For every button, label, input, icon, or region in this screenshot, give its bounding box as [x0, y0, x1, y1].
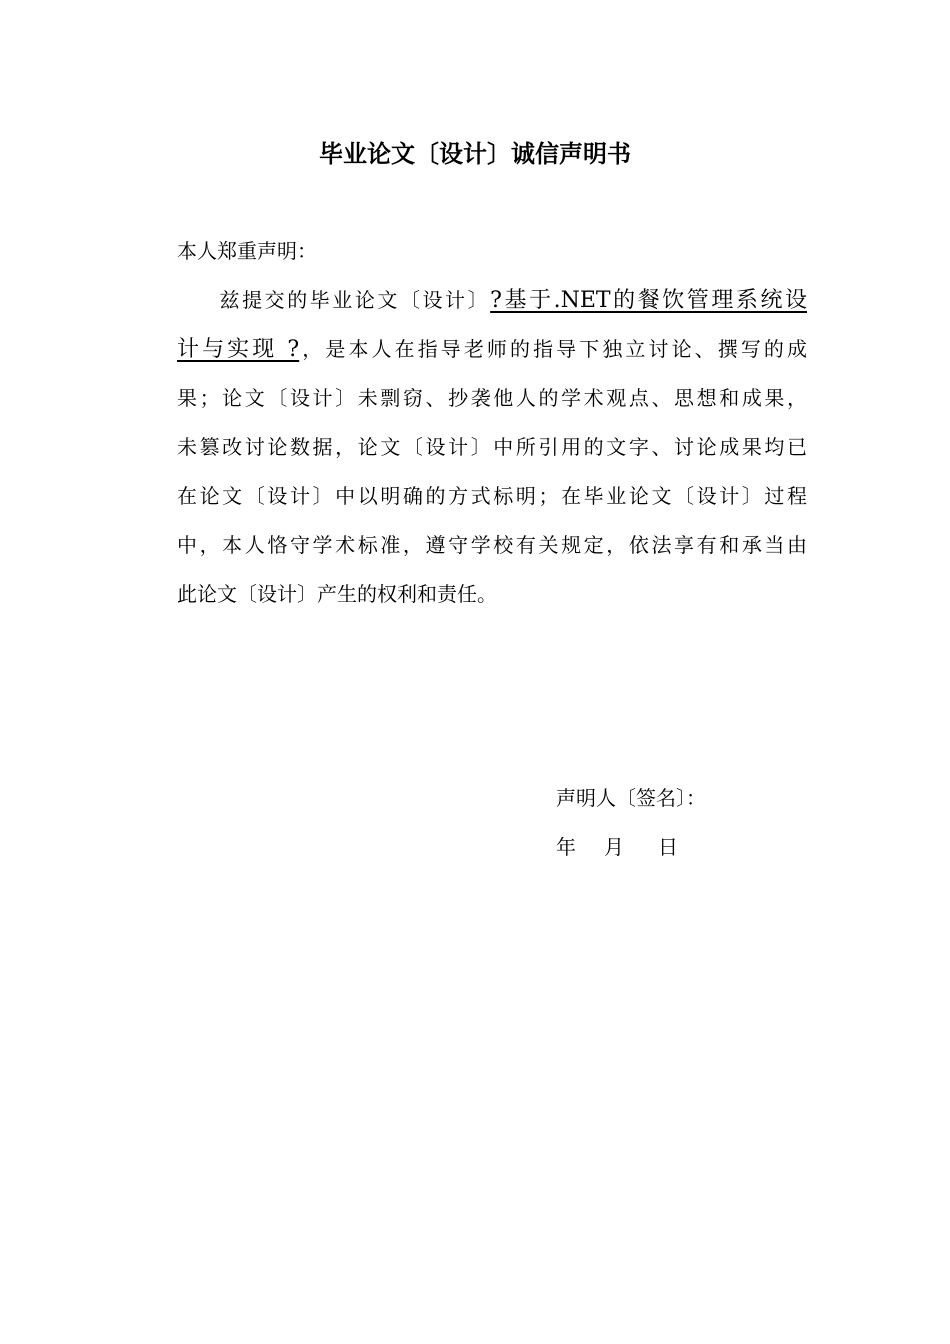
declaration-line-6: 中，本人恪守学术标准，遵守学校有关规定，依法享有和承当由: [177, 533, 807, 557]
declaration-line-4: 未篡改讨论数据，论文〔设计〕中所引用的文字、讨论成果均已: [177, 435, 807, 459]
declaration-prefix: 兹提交的毕业论文〔设计〕: [217, 288, 491, 312]
date-day-label: 日: [658, 835, 678, 859]
thesis-title-part-2: 计与实现 ?: [177, 337, 300, 362]
signature-label: 声明人〔签名〕：: [556, 786, 706, 810]
declaration-line-5: 在论文〔设计〕中以明确的方式标明；在毕业论文〔设计〕过程: [177, 484, 807, 508]
signature-date: [556, 833, 678, 861]
declaration-line-1: [177, 285, 807, 316]
date-month-label: 月: [604, 835, 624, 859]
declaration-line-2: 计与实现 ?，是本人在指导老师的指导下独立讨论、撰写的成: [177, 337, 807, 362]
date-year-label: 年: [556, 835, 576, 859]
declaration-line-7: 此论文〔设计〕产生的权利和责任。: [177, 582, 497, 606]
thesis-title-part-1: ?基于.NET的餐饮管理系统设: [490, 288, 808, 313]
page-title: 毕业论文〔设计〕诚信声明书: [319, 140, 631, 168]
declaration-line-3: 果；论文〔设计〕未剽窃、抄袭他人的学术观点、思想和成果，: [177, 386, 807, 410]
declaration-intro: 本人郑重声明：: [177, 239, 317, 263]
